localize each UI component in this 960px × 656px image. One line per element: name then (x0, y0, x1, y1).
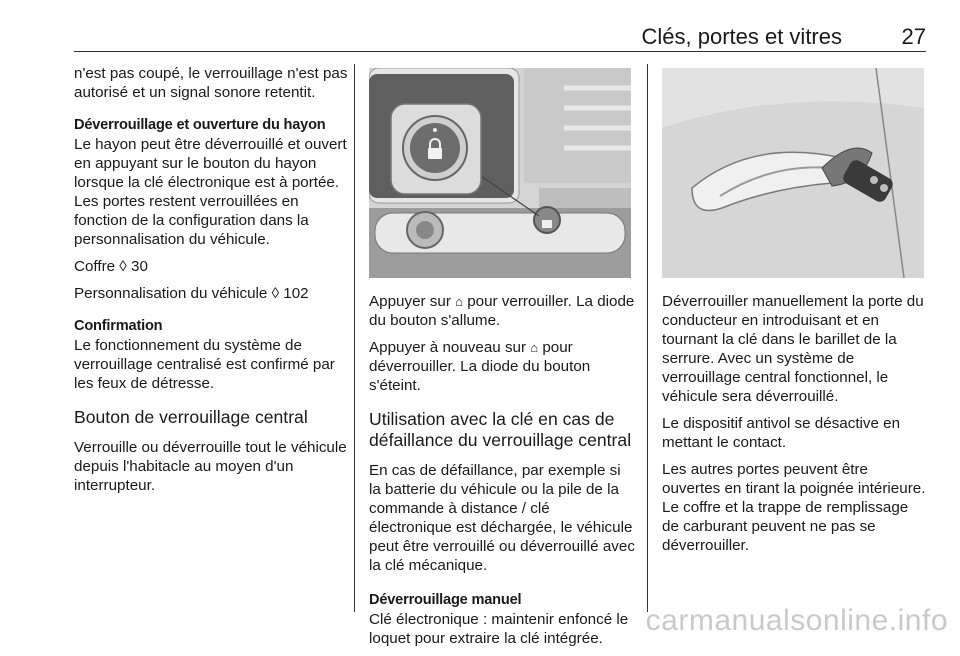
page-number: 27 (901, 24, 926, 49)
driver-door-paragraph: Déverrouiller manuellement la porte du conducteur en introduisant et en tournant la clé dans le barillet de la serrure. Avec un système de verrouillage central fonctionnel, le véhicule sera déverrouillé. (662, 293, 924, 405)
central-lock-paragraph: Verrouille ou déverrouille tout le véhicule depuis l'habitacle au moyen d'un interrupteur. (74, 439, 347, 494)
reference-trunk: Coffre ◊ 30 (74, 258, 148, 275)
watermark: carmanualsonline.info (645, 604, 948, 637)
dashboard-illustration (369, 68, 631, 278)
figure-door-key (662, 68, 924, 278)
column-1 (74, 64, 348, 503)
tailgate-paragraph: Le hayon peut être déverrouillé et ouvert en appuyant sur le bouton du hayon lorsque la clé électronique est à portée. Les portes restent verrouillées en fonction de la configuration dans la personnalisation du véhicule. (74, 136, 347, 248)
confirmation-paragraph: Le fonctionnement du système de verrouillage centralisé est confirmé par les feux de détresse. (74, 337, 335, 392)
section-title: Clés, portes et vitres (641, 24, 842, 49)
lock-icon: ⌂ (530, 340, 539, 355)
column-divider-1 (354, 64, 355, 612)
header-rule (74, 51, 926, 52)
heading-key-failure: Utilisation avec la clé en cas de défaillance du verrouillage central (369, 409, 632, 450)
column-divider-2 (647, 64, 648, 612)
failure-paragraph: En cas de défaillance, par exemple si la batterie du véhicule ou la pile de la commande à distance / clé électronique est déchargée, le véhicule peut être verrouillé ou déverrouillé avec la clé mécanique. (369, 462, 635, 574)
column-3 (662, 292, 928, 563)
column-2 (369, 292, 635, 656)
lock-icon: ⌂ (455, 294, 463, 309)
intro-paragraph: n'est pas coupé, le verrouillage n'est pas autorisé et un signal sonore retentit. (74, 65, 348, 101)
page-header (74, 22, 926, 50)
immobiliser-paragraph: Le dispositif antivol se désactive en mettant le contact. (662, 415, 901, 451)
lock-instruction: Appuyer sur ⌂ pour verrouiller. La diode du bouton s'allume. (369, 293, 635, 329)
manual-unlock-paragraph: Clé électronique : maintenir enfoncé le loquet pour extraire la clé intégrée. (369, 611, 629, 647)
door-handle-illustration (662, 68, 924, 278)
figure-central-lock-button (369, 68, 631, 278)
unlock-instruction: Appuyer à nouveau sur ⌂ pour déverrouiller. La diode du bouton s'éteint. (369, 339, 591, 394)
other-doors-paragraph: Les autres portes peuvent être ouvertes en tirant la poignée intérieure. Le coffre et la trappe de remplissage de carburant peuvent ne pas se déverrouiller. (662, 461, 926, 554)
reference-personalisation: Personnalisation du véhicule ◊ 102 (74, 285, 309, 302)
heading-central-lock-button: Bouton de verrouillage central (74, 407, 308, 427)
subheading-confirmation: Confirmation (74, 318, 163, 334)
subheading-manual-unlock: Déverrouillage manuel (369, 592, 522, 608)
subheading-tailgate: Déverrouillage et ouverture du hayon (74, 117, 326, 133)
